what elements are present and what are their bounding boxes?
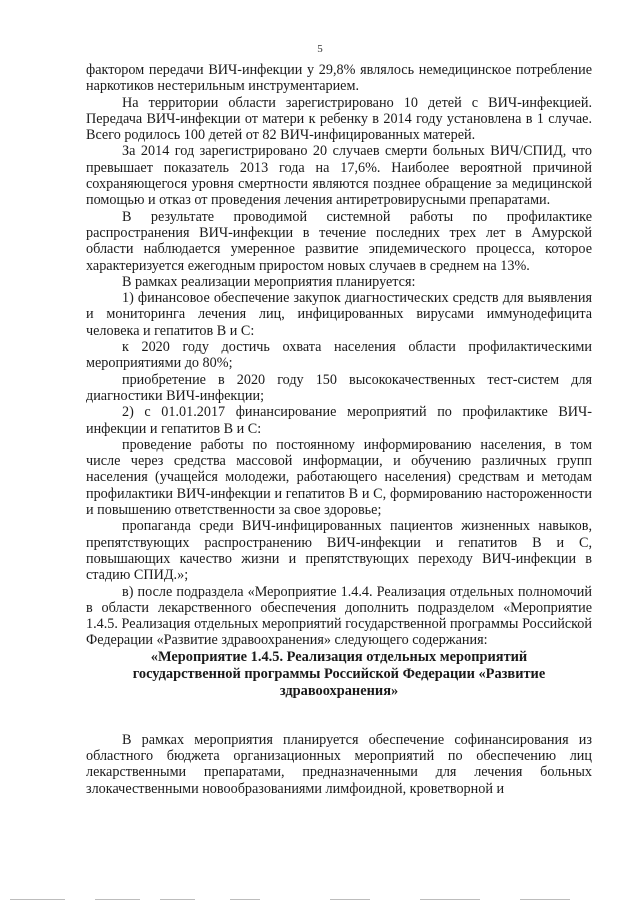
scan-mark	[95, 899, 140, 900]
scan-edge-marks	[0, 893, 640, 905]
paragraph: На территории области зарегистрировано 10 детей с ВИЧ-инфекцией. Передача ВИЧ-инфекции от матери к ребенку в 2014 году установлена в 1 случае. Всего родилось 100 детей от 82 ВИЧ-инфицированных матерей.	[86, 94, 592, 144]
list-item: 1) финансовое обеспечение закупок диагностических средств для выявления и мониторинга лечения лиц, инфицированных вирусами иммунодефицита человека и гепатитов В и С:	[86, 290, 592, 339]
page-number: 5	[317, 43, 323, 55]
section-heading: «Мероприятие 1.4.5. Реализация отдельных мероприятий государственной программы Российской Федерации «Развитие здравоохранения»	[132, 648, 546, 699]
list-item: пропаганда среди ВИЧ-инфицированных пациентов жизненных навыков, препятствующих распространению ВИЧ-инфекции и гепатитов В и С, повышающих качество жизни и препятствующих переходу ВИЧ-инфекции в стадию СПИД.»;	[86, 518, 592, 584]
scan-mark	[160, 899, 195, 900]
paragraph: В рамках реализации мероприятия планируется:	[122, 273, 416, 290]
list-item: 2) с 01.01.2017 финансирование мероприятий по профилактике ВИЧ-инфекции и гепатитов В и С:	[86, 404, 592, 437]
spacer	[86, 700, 592, 732]
list-item: проведение работы по постоянному информированию населения, в том числе через средства массовой информации, и обучению различных групп населения (учащейся молодежи, работающего населения) средствам и методам профилактики ВИЧ-инфекции и гепатитов В и С, формированию настороженности и повышению ответственности за свое здоровье;	[86, 436, 592, 519]
scan-mark	[10, 899, 65, 900]
paragraph: В рамках мероприятия планируется обеспечение софинансирования из областного бюджета организационных мероприятий по обеспечению лиц лекарственными препаратами, предназначенными для лечения больных злокачественными новообразованиями лимфоидной, кроветворной и	[86, 731, 592, 797]
paragraph: в) после подраздела «Мероприятие 1.4.4. Реализация отдельных полномочий в области лекарственного обеспечения дополнить подразделом «Мероприятие 1.4.5. Реализация отдельных мероприятий государственной программы Российской Федерации «Развитие здравоохранения» следующего содержания:	[86, 583, 592, 649]
paragraph: В результате проводимой системной работы по профилактике распространения ВИЧ-инфекции в течение последних трех лет в Амурской области наблюдается умеренное развитие эпидемического процесса, которое характеризуется ежегодным приростом новых случаев в среднем на 13%.	[86, 208, 592, 274]
paragraph: фактором передачи ВИЧ-инфекции у 29,8% являлось немедицинское потребление наркотиков нестерильным инструментарием.	[86, 62, 592, 95]
document-body	[86, 62, 592, 797]
scan-mark	[230, 899, 260, 900]
list-item: приобретение в 2020 году 150 высококачественных тест-систем для диагностики ВИЧ-инфекции;	[86, 371, 592, 404]
paragraph: За 2014 год зарегистрировано 20 случаев смерти больных ВИЧ/СПИД, что превышает показатель 2013 года на 17,6%. Наиболее вероятной причиной сохраняющегося уровня смертности являются позднее обращение за медицинской помощью и отказ от проведения лечения антиретровирусными препаратами.	[86, 143, 592, 209]
list-item: к 2020 году достичь охвата населения области профилактическими мероприятиями до 80%;	[86, 339, 592, 372]
scan-mark	[520, 899, 570, 900]
scan-mark	[420, 899, 480, 900]
scan-mark	[330, 899, 370, 900]
